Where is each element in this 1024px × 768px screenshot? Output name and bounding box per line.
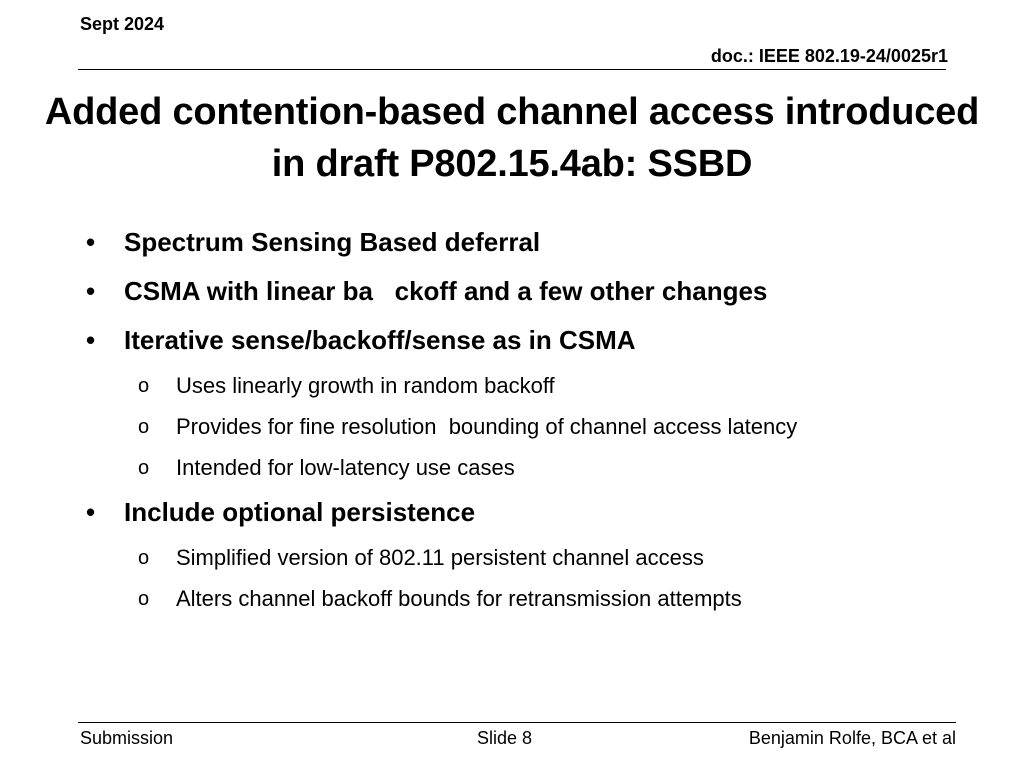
bullet-item (86, 318, 966, 367)
header-divider (78, 69, 946, 70)
footer-author: Benjamin Rolfe, BCA et al (748, 728, 956, 748)
sub-bullet-item (86, 580, 966, 621)
sub-bullet-item (86, 408, 966, 449)
sub-bullet-text: Simplified version of 802.11 persistent channel access (176, 545, 704, 570)
header-doc-id: doc.: IEEE 802.19-24/0025r1 (710, 46, 948, 66)
bullet-item (86, 269, 966, 318)
bullet-text: Iterative sense/backoff/sense as in CSMA (124, 325, 636, 355)
bullet-list (86, 220, 966, 621)
header-date: Sept 2024 (80, 14, 165, 34)
slide-title: Added contention-based channel access introduced in draft P802.15.4ab: SSBD (44, 91, 980, 185)
sub-bullet-marker: o (138, 457, 150, 479)
sub-bullet-marker: o (138, 547, 150, 569)
sub-bullet-marker: o (138, 375, 150, 397)
bullet-marker: • (86, 227, 96, 257)
sub-bullet-text: Intended for low-latency use cases (176, 455, 515, 480)
footer-slide-number: Slide 8 (477, 728, 533, 748)
sub-bullet-item (86, 367, 966, 408)
bullet-marker: • (86, 325, 96, 355)
sub-bullet-item (86, 539, 966, 580)
bullet-text: Spectrum Sensing Based deferral (124, 227, 541, 257)
bullet-item (86, 220, 966, 269)
footer-submission: Submission (80, 728, 174, 748)
footer-divider (78, 722, 956, 723)
sub-bullet-text: Provides for fine resolution bounding of channel access latency (176, 414, 798, 439)
sub-bullet-text: Alters channel backoff bounds for retransmission attempts (176, 586, 742, 611)
sub-bullet-text: Uses linearly growth in random backoff (176, 373, 555, 398)
bullet-text: Include optional persistence (124, 497, 476, 527)
bullet-marker: • (86, 276, 96, 306)
bullet-marker: • (86, 497, 96, 527)
bullet-text: CSMA with linear ba ckoff and a few other changes (124, 276, 768, 306)
sub-bullet-item (86, 449, 966, 490)
sub-bullet-marker: o (138, 588, 150, 610)
bullet-item (86, 490, 966, 539)
sub-bullet-marker: o (138, 416, 150, 438)
